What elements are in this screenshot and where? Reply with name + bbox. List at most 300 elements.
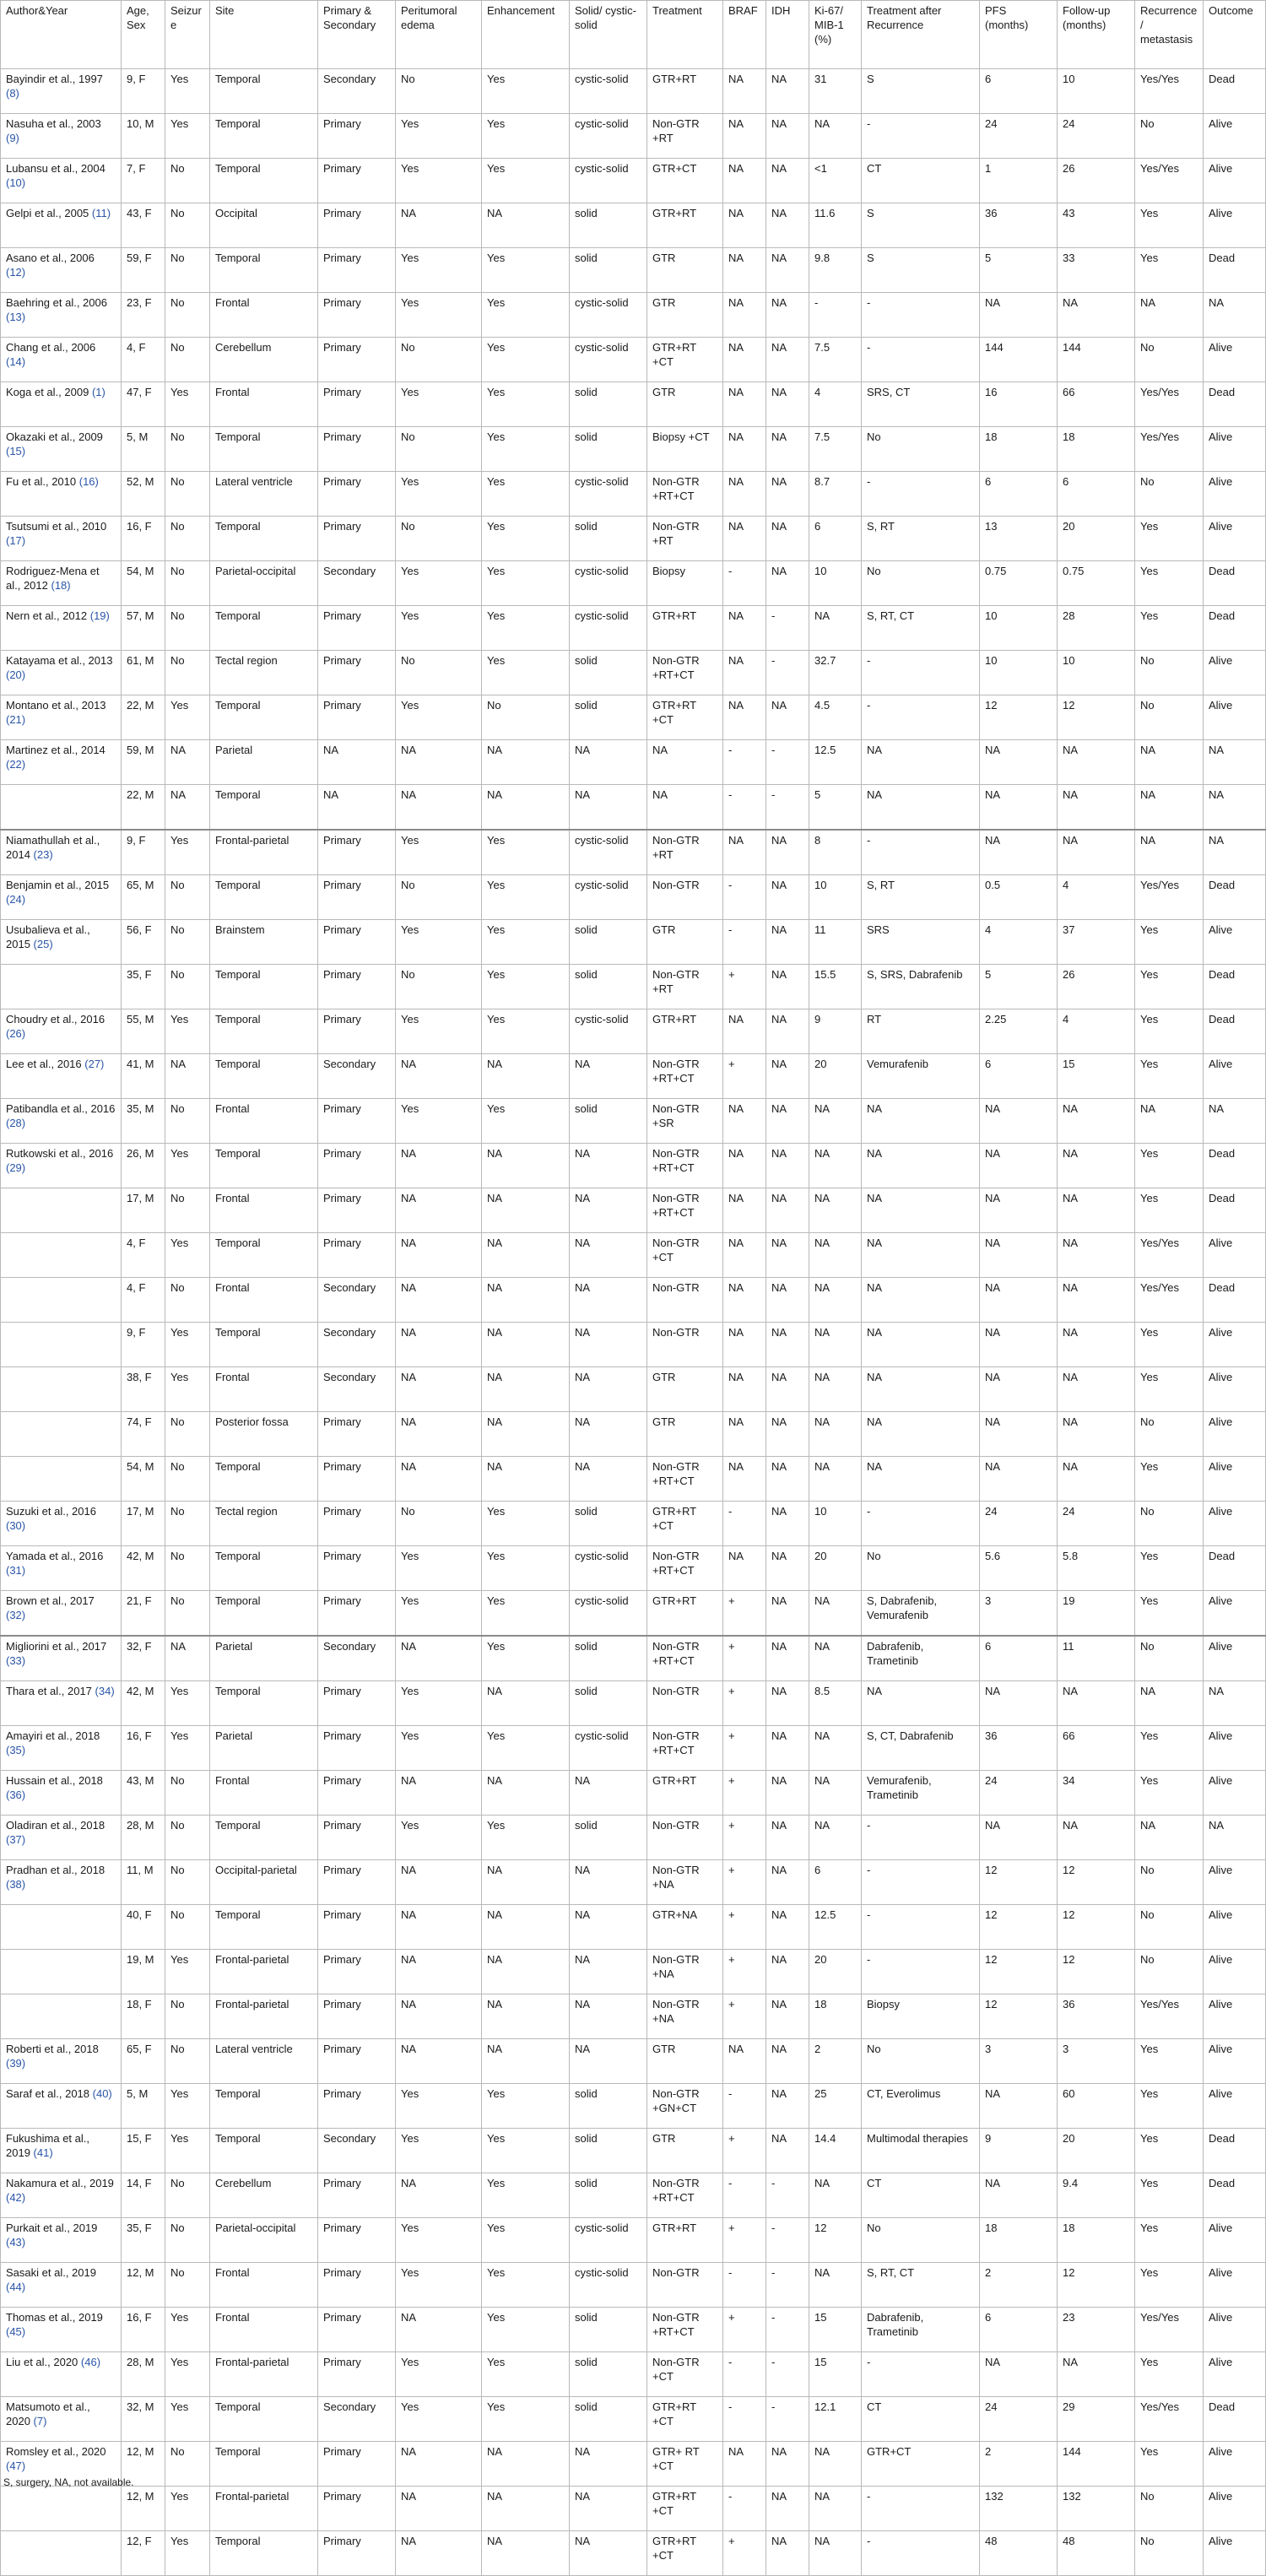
table-cell: Multimodal therapies bbox=[862, 2129, 980, 2173]
author-cell bbox=[1, 695, 122, 740]
author-name: Baehring et al., 2006 bbox=[6, 296, 107, 309]
table-cell: Primary bbox=[318, 1681, 396, 1726]
table-row bbox=[1, 1099, 1266, 1144]
reference-link[interactable]: (38) bbox=[6, 1878, 26, 1891]
table-row bbox=[1, 1591, 1266, 1637]
table-cell: Primary bbox=[318, 114, 396, 159]
reference-link[interactable]: (19) bbox=[89, 609, 110, 622]
table-cell: 29 bbox=[1058, 2397, 1135, 2442]
table-cell: Non-GTR bbox=[647, 1816, 723, 1860]
table-cell: NA bbox=[766, 1860, 809, 1905]
reference-link[interactable]: (25) bbox=[33, 938, 53, 950]
table-cell: No bbox=[1135, 1905, 1204, 1950]
reference-link[interactable]: (35) bbox=[6, 1744, 26, 1756]
table-cell: NA bbox=[723, 1188, 766, 1233]
reference-link[interactable]: (39) bbox=[6, 2057, 26, 2070]
table-cell: NA bbox=[723, 1144, 766, 1188]
author-name: Tsutsumi et al., 2010 bbox=[6, 520, 107, 533]
author-name: Gelpi et al., 2005 bbox=[6, 207, 89, 219]
table-cell: 144 bbox=[1058, 2442, 1135, 2487]
table-cell: NA bbox=[766, 2039, 809, 2084]
table-cell: NA bbox=[482, 1950, 570, 1994]
table-cell: Yes bbox=[482, 382, 570, 427]
table-cell: Yes bbox=[1135, 2173, 1204, 2218]
table-cell: NA bbox=[766, 114, 809, 159]
reference-link[interactable]: (17) bbox=[6, 534, 26, 547]
table-cell: solid bbox=[570, 1681, 647, 1726]
author-name: Sasaki et al., 2019 bbox=[6, 2266, 96, 2279]
table-cell: 0.75 bbox=[980, 561, 1058, 606]
table-cell: Tectal region bbox=[210, 1502, 318, 1546]
reference-link[interactable]: (46) bbox=[80, 2356, 101, 2368]
table-cell: 14.4 bbox=[809, 2129, 862, 2173]
table-cell: NA bbox=[980, 1412, 1058, 1457]
table-cell: Alive bbox=[1204, 114, 1266, 159]
table-cell: 10 bbox=[1058, 651, 1135, 695]
table-cell: - bbox=[862, 2352, 980, 2397]
table-cell: NA bbox=[766, 382, 809, 427]
table-cell: No bbox=[862, 1546, 980, 1591]
table-cell: 13 bbox=[980, 517, 1058, 561]
table-cell: No bbox=[862, 2218, 980, 2263]
table-cell: 18 bbox=[1058, 427, 1135, 472]
table-cell: Dead bbox=[1204, 1278, 1266, 1323]
table-cell: cystic-solid bbox=[570, 114, 647, 159]
table-cell: CT bbox=[862, 2397, 980, 2442]
table-cell: cystic-solid bbox=[570, 472, 647, 517]
reference-link[interactable]: (28) bbox=[6, 1117, 26, 1129]
table-cell: Alive bbox=[1204, 2218, 1266, 2263]
table-cell: NA bbox=[396, 1994, 482, 2039]
table-row bbox=[1, 920, 1266, 965]
table-cell: Yes/Yes bbox=[1135, 427, 1204, 472]
table-cell: Biopsy bbox=[862, 1994, 980, 2039]
table-cell: 19, M bbox=[122, 1950, 165, 1994]
table-cell: No bbox=[165, 1188, 210, 1233]
author-cell bbox=[1, 2173, 122, 2218]
table-cell: Yes bbox=[1135, 606, 1204, 651]
table-cell: Primary bbox=[318, 1502, 396, 1546]
author-cell bbox=[1, 875, 122, 920]
table-cell: NA bbox=[723, 1099, 766, 1144]
reference-link[interactable]: (7) bbox=[33, 2415, 47, 2427]
table-cell: Non-GTR +RT+CT bbox=[647, 1726, 723, 1771]
table-cell: No bbox=[165, 651, 210, 695]
table-cell: Frontal bbox=[210, 2308, 318, 2352]
table-cell: SRS, CT bbox=[862, 382, 980, 427]
table-cell: NA bbox=[570, 1771, 647, 1816]
table-row bbox=[1, 2397, 1266, 2442]
author-cell bbox=[1, 203, 122, 248]
table-cell: NA bbox=[1058, 293, 1135, 338]
table-cell: NA bbox=[1058, 1681, 1135, 1726]
author-cell bbox=[1, 1636, 122, 1681]
table-cell: cystic-solid bbox=[570, 561, 647, 606]
table-cell: No bbox=[165, 159, 210, 203]
table-cell: Yes bbox=[1135, 1457, 1204, 1502]
table-cell: No bbox=[1135, 1412, 1204, 1457]
table-cell: Temporal bbox=[210, 2531, 318, 2576]
table-cell: Alive bbox=[1204, 1323, 1266, 1367]
table-cell: + bbox=[723, 1054, 766, 1099]
table-cell: Primary bbox=[318, 203, 396, 248]
table-cell: Yes bbox=[165, 2487, 210, 2531]
reference-link[interactable]: (1) bbox=[91, 386, 106, 398]
author-cell bbox=[1, 1950, 122, 1994]
table-cell: CT bbox=[862, 2173, 980, 2218]
table-cell: Frontal bbox=[210, 382, 318, 427]
table-cell: 11, M bbox=[122, 1860, 165, 1905]
table-cell: - bbox=[862, 114, 980, 159]
table-cell: Non-GTR +SR bbox=[647, 1099, 723, 1144]
table-cell: Temporal bbox=[210, 69, 318, 114]
table-cell: solid bbox=[570, 1502, 647, 1546]
reference-link[interactable]: (44) bbox=[6, 2281, 26, 2293]
author-cell bbox=[1, 2129, 122, 2173]
table-cell: NA bbox=[980, 1457, 1058, 1502]
table-cell: Temporal bbox=[210, 606, 318, 651]
table-cell: 20 bbox=[1058, 2129, 1135, 2173]
table-row bbox=[1, 2173, 1266, 2218]
author-cell bbox=[1, 1502, 122, 1546]
author-name: Nakamura et al., 2019 bbox=[6, 2177, 114, 2189]
table-cell: NA bbox=[980, 1188, 1058, 1233]
table-cell: NA bbox=[809, 2442, 862, 2487]
table-cell: - bbox=[723, 2263, 766, 2308]
table-cell: Non-GTR bbox=[647, 875, 723, 920]
table-cell: Lateral ventricle bbox=[210, 472, 318, 517]
table-cell: solid bbox=[570, 695, 647, 740]
table-cell: NA bbox=[766, 1994, 809, 2039]
table-cell: + bbox=[723, 1591, 766, 1637]
table-cell: - bbox=[766, 2397, 809, 2442]
table-cell: No bbox=[396, 651, 482, 695]
author-name: Niamathullah et al., 2014 bbox=[6, 834, 100, 861]
table-cell: Dead bbox=[1204, 561, 1266, 606]
table-cell: Yes bbox=[165, 2352, 210, 2397]
table-cell: Alive bbox=[1204, 1636, 1266, 1681]
reference-link[interactable]: (21) bbox=[6, 713, 26, 726]
table-cell: Yes bbox=[482, 69, 570, 114]
table-cell: NA bbox=[1058, 2352, 1135, 2397]
reference-link[interactable]: (30) bbox=[6, 1519, 26, 1532]
reference-link[interactable]: (23) bbox=[33, 848, 53, 861]
author-name: Chang et al., 2006 bbox=[6, 341, 96, 354]
table-cell: NA bbox=[396, 1367, 482, 1412]
table-row bbox=[1, 2531, 1266, 2576]
table-cell: No bbox=[1135, 2487, 1204, 2531]
table-cell: Primary bbox=[318, 2084, 396, 2129]
table-cell: Yes bbox=[165, 2084, 210, 2129]
table-cell: 0.75 bbox=[1058, 561, 1135, 606]
table-cell: + bbox=[723, 1816, 766, 1860]
table-cell: NA bbox=[980, 740, 1058, 785]
table-cell: NA bbox=[1135, 293, 1204, 338]
table-cell: solid bbox=[570, 2352, 647, 2397]
table-cell: NA bbox=[396, 1054, 482, 1099]
table-cell: 1 bbox=[980, 159, 1058, 203]
table-cell: NA bbox=[723, 114, 766, 159]
table-cell: NA bbox=[570, 1367, 647, 1412]
column-header: Seizure bbox=[165, 1, 210, 69]
table-cell: 6 bbox=[809, 517, 862, 561]
reference-link[interactable]: (14) bbox=[6, 355, 26, 368]
reference-link[interactable]: (20) bbox=[6, 668, 26, 681]
table-cell: 2 bbox=[980, 2442, 1058, 2487]
reference-link[interactable]: (27) bbox=[84, 1058, 105, 1070]
table-cell: Yes bbox=[482, 2173, 570, 2218]
table-cell: NA bbox=[809, 2263, 862, 2308]
table-cell: S, RT, CT bbox=[862, 2263, 980, 2308]
author-cell bbox=[1, 159, 122, 203]
table-cell: 36 bbox=[980, 1726, 1058, 1771]
table-cell: 66 bbox=[1058, 1726, 1135, 1771]
table-cell: NA bbox=[766, 1009, 809, 1054]
table-cell: NA bbox=[570, 1994, 647, 2039]
table-cell: 7.5 bbox=[809, 338, 862, 382]
table-cell: Lateral ventricle bbox=[210, 2039, 318, 2084]
table-cell: Dead bbox=[1204, 248, 1266, 293]
table-cell: Primary bbox=[318, 2218, 396, 2263]
table-cell: Yes bbox=[482, 114, 570, 159]
table-cell: Temporal bbox=[210, 2084, 318, 2129]
table-cell: GTR+CT bbox=[647, 159, 723, 203]
reference-link[interactable]: (47) bbox=[6, 2460, 26, 2472]
reference-link[interactable]: (32) bbox=[6, 1609, 26, 1621]
table-cell: NA bbox=[980, 1144, 1058, 1188]
table-cell: Yes bbox=[1135, 248, 1204, 293]
table-cell: 22, M bbox=[122, 695, 165, 740]
table-cell: 12 bbox=[1058, 1860, 1135, 1905]
table-cell: + bbox=[723, 1681, 766, 1726]
table-cell: + bbox=[723, 1994, 766, 2039]
table-cell: NA bbox=[766, 2084, 809, 2129]
table-cell: Yes bbox=[482, 517, 570, 561]
author-name: Koga et al., 2009 bbox=[6, 386, 89, 398]
table-cell: Yes bbox=[482, 1546, 570, 1591]
table-cell: NA bbox=[980, 2352, 1058, 2397]
table-cell: NA bbox=[396, 1905, 482, 1950]
table-cell: Yes bbox=[482, 1591, 570, 1637]
table-cell: Yes/Yes bbox=[1135, 875, 1204, 920]
reference-link[interactable]: (13) bbox=[6, 311, 26, 323]
reference-link[interactable]: (9) bbox=[6, 132, 19, 144]
table-cell: NA bbox=[1058, 1367, 1135, 1412]
table-cell: Yes bbox=[396, 2084, 482, 2129]
author-cell bbox=[1, 114, 122, 159]
table-cell: Dabrafenib, Trametinib bbox=[862, 2308, 980, 2352]
table-cell: Yes bbox=[396, 293, 482, 338]
table-cell: Non-GTR +RT+CT bbox=[647, 1457, 723, 1502]
reference-link[interactable]: (22) bbox=[6, 758, 26, 771]
table-cell: Temporal bbox=[210, 1323, 318, 1367]
table-cell: Frontal-parietal bbox=[210, 1994, 318, 2039]
table-cell: Parietal-occipital bbox=[210, 2218, 318, 2263]
table-cell: 55, M bbox=[122, 1009, 165, 1054]
reference-link[interactable]: (43) bbox=[6, 2236, 26, 2249]
reference-link[interactable]: (41) bbox=[33, 2146, 53, 2159]
reference-link[interactable]: (16) bbox=[78, 475, 99, 488]
table-cell: 4.5 bbox=[809, 695, 862, 740]
table-row bbox=[1, 1054, 1266, 1099]
table-cell: 12 bbox=[1058, 1905, 1135, 1950]
reference-link[interactable]: (24) bbox=[6, 893, 26, 906]
table-cell: solid bbox=[570, 427, 647, 472]
table-cell: Yes bbox=[396, 830, 482, 875]
reference-link[interactable]: (40) bbox=[92, 2087, 112, 2100]
table-cell: NA bbox=[570, 1457, 647, 1502]
table-cell: Yes bbox=[165, 2531, 210, 2576]
table-cell: Yes bbox=[482, 2352, 570, 2397]
reference-link[interactable]: (15) bbox=[6, 445, 26, 457]
table-cell: 24 bbox=[1058, 1502, 1135, 1546]
table-cell: cystic-solid bbox=[570, 1009, 647, 1054]
table-cell: Non-GTR +RT bbox=[647, 965, 723, 1009]
table-cell: No bbox=[396, 69, 482, 114]
table-cell: Yes bbox=[482, 1636, 570, 1681]
table-cell: Temporal bbox=[210, 785, 318, 831]
table-cell: NA bbox=[862, 1412, 980, 1457]
table-cell: NA bbox=[723, 517, 766, 561]
table-cell: solid bbox=[570, 203, 647, 248]
table-cell: - bbox=[809, 293, 862, 338]
table-cell: NA bbox=[766, 293, 809, 338]
table-cell: 32.7 bbox=[809, 651, 862, 695]
table-cell: Frontal-parietal bbox=[210, 1950, 318, 1994]
table-cell: Dead bbox=[1204, 965, 1266, 1009]
reference-link[interactable]: (18) bbox=[51, 579, 71, 592]
table-cell: NA bbox=[1058, 785, 1135, 831]
reference-link[interactable]: (29) bbox=[6, 1161, 26, 1174]
table-cell: NA bbox=[809, 1233, 862, 1278]
table-cell: NA bbox=[1204, 293, 1266, 338]
table-cell: NA bbox=[165, 1054, 210, 1099]
table-cell: cystic-solid bbox=[570, 293, 647, 338]
table-cell: 8 bbox=[809, 830, 862, 875]
table-cell: NA bbox=[766, 1099, 809, 1144]
reference-link[interactable]: (12) bbox=[6, 266, 26, 279]
table-cell: Yes bbox=[165, 1950, 210, 1994]
table-cell: Non-GTR +RT+CT bbox=[647, 2173, 723, 2218]
table-cell: NA bbox=[482, 2531, 570, 2576]
reference-link[interactable]: (8) bbox=[6, 87, 19, 100]
table-cell: cystic-solid bbox=[570, 606, 647, 651]
table-cell: 132 bbox=[1058, 2487, 1135, 2531]
table-cell: Yes bbox=[482, 1009, 570, 1054]
reference-link[interactable]: (36) bbox=[6, 1789, 26, 1801]
table-cell: GTR bbox=[647, 1412, 723, 1457]
table-cell: 28 bbox=[1058, 606, 1135, 651]
table-row bbox=[1, 1144, 1266, 1188]
table-cell: No bbox=[165, 427, 210, 472]
reference-link[interactable]: (10) bbox=[6, 176, 26, 189]
table-cell: 11.6 bbox=[809, 203, 862, 248]
table-cell: Yes bbox=[165, 830, 210, 875]
table-cell: No bbox=[165, 561, 210, 606]
table-cell: Primary bbox=[318, 338, 396, 382]
table-cell: NA bbox=[318, 785, 396, 831]
reference-link[interactable]: (37) bbox=[6, 1833, 26, 1846]
reference-link[interactable]: (26) bbox=[6, 1027, 26, 1040]
table-cell: Alive bbox=[1204, 159, 1266, 203]
table-cell: 24 bbox=[980, 1771, 1058, 1816]
table-cell: - bbox=[766, 2173, 809, 2218]
table-row bbox=[1, 561, 1266, 606]
author-name: Lubansu et al., 2004 bbox=[6, 162, 106, 175]
table-cell: NA bbox=[766, 427, 809, 472]
author-name: Katayama et al., 2013 bbox=[6, 654, 113, 667]
table-cell: Alive bbox=[1204, 2039, 1266, 2084]
reference-link[interactable]: (31) bbox=[6, 1564, 26, 1577]
table-cell: GTR+RT +CT bbox=[647, 338, 723, 382]
table-cell: NA bbox=[766, 965, 809, 1009]
author-name: Thomas et al., 2019 bbox=[6, 2311, 103, 2324]
table-cell: NA bbox=[809, 1367, 862, 1412]
table-cell: No bbox=[396, 427, 482, 472]
table-cell: Yes/Yes bbox=[1135, 2308, 1204, 2352]
table-cell: - bbox=[862, 338, 980, 382]
table-cell: NA bbox=[570, 740, 647, 785]
table-cell: Yes bbox=[165, 69, 210, 114]
reference-link[interactable]: (45) bbox=[6, 2325, 26, 2338]
author-cell bbox=[1, 785, 122, 831]
table-cell: NA bbox=[570, 2531, 647, 2576]
table-cell: 18 bbox=[980, 427, 1058, 472]
table-cell: Secondary bbox=[318, 2397, 396, 2442]
table-row bbox=[1, 472, 1266, 517]
table-cell: 59, F bbox=[122, 248, 165, 293]
table-cell: solid bbox=[570, 965, 647, 1009]
table-cell: 38, F bbox=[122, 1367, 165, 1412]
table-cell: Temporal bbox=[210, 1457, 318, 1502]
table-cell: Yes bbox=[482, 1816, 570, 1860]
table-cell: NA bbox=[862, 1188, 980, 1233]
table-cell: No bbox=[165, 606, 210, 651]
table-cell: NA bbox=[482, 2487, 570, 2531]
table-cell: NA bbox=[766, 203, 809, 248]
table-cell: 4 bbox=[1058, 1009, 1135, 1054]
table-cell: NA bbox=[570, 1412, 647, 1457]
table-cell: 18, F bbox=[122, 1994, 165, 2039]
table-cell: Non-GTR +RT+CT bbox=[647, 651, 723, 695]
table-cell: Yes bbox=[482, 472, 570, 517]
table-cell: NA bbox=[723, 1233, 766, 1278]
table-cell: No bbox=[165, 2173, 210, 2218]
reference-link[interactable]: (34) bbox=[95, 1685, 115, 1697]
table-cell: Primary bbox=[318, 382, 396, 427]
author-cell bbox=[1, 830, 122, 875]
table-cell: NA bbox=[482, 1278, 570, 1323]
table-cell: 2 bbox=[809, 2039, 862, 2084]
table-cell: Non-GTR +NA bbox=[647, 1860, 723, 1905]
reference-link[interactable]: (42) bbox=[6, 2191, 26, 2204]
table-cell: Vemurafenib, Trametinib bbox=[862, 1771, 980, 1816]
table-cell: Yes bbox=[396, 1099, 482, 1144]
table-cell: NA bbox=[570, 1233, 647, 1278]
table-cell: No bbox=[165, 338, 210, 382]
table-cell: Secondary bbox=[318, 1367, 396, 1412]
table-cell: - bbox=[862, 472, 980, 517]
reference-link[interactable]: (11) bbox=[91, 207, 111, 219]
table-cell: Yes bbox=[482, 920, 570, 965]
author-name: Montano et al., 2013 bbox=[6, 699, 106, 712]
author-name: Rodriguez-Mena et al., 2012 bbox=[6, 565, 100, 592]
table-cell: Frontal bbox=[210, 1771, 318, 1816]
table-cell: Yes bbox=[1135, 1054, 1204, 1099]
table-cell: - bbox=[723, 740, 766, 785]
reference-link[interactable]: (33) bbox=[6, 1654, 26, 1667]
table-cell: Yes bbox=[165, 1726, 210, 1771]
